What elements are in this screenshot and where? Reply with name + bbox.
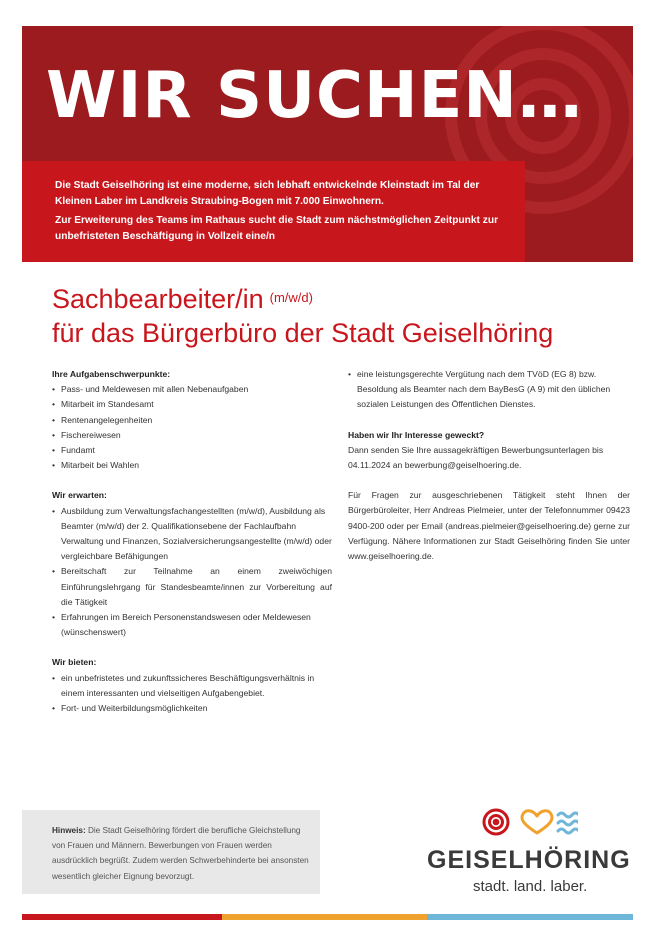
list-item: • Fundamt [52,443,332,458]
tasks-heading: Ihre Aufgabenschwerpunkte: [52,369,171,379]
tasks-list [52,382,332,473]
logo-name: GEISELHÖRING [427,846,631,874]
hint-body: Die Stadt Geiselhöring fördert die berufliche Gleichstellung von Frauen und Männern. Bewerbungen von Frauen werden ausdrücklich begrüßt. Zudem werden Schwerbehinderte bei ansonsten wesentlich gleicher Eignung bevorzugt. [52,826,309,881]
list-item: • Mitarbeit bei Wahlen [52,458,332,473]
list-item: • Fischereiwesen [52,428,332,443]
offer-heading: Wir bieten: [52,657,97,668]
job-title-gender: (m/w/d) [269,290,313,305]
footer-bar-red [22,914,222,920]
header-banner [22,26,633,262]
job-title [52,281,553,350]
list-item: • eine leistungsgerechte Vergütung nach dem TVöD (EG 8) bzw. Besoldung als Beamter nach dem BayBesG (A 9) mit den üblichen sozialen Leistungen des Öffentlichen Dienstes. [348,367,630,413]
list-item: • Erfahrungen im Bereich Personenstandswesen oder Meldewesen (wünschenswert) [52,610,332,640]
footer-color-bar [22,914,633,920]
left-column [52,367,332,731]
intro-paragraph-2: Zur Erweiterung des Teams im Rathaus sucht die Stadt zum nächstmöglichen Zeitpunkt zur unbefristeten Beschäftigung in Vollzeit eine/n [55,215,499,242]
list-item: • ein unbefristetes und zukunftssicheres Beschäftigungsverhältnis in einem interessanten und vielseitigen Aufgabengebiet. [52,671,332,701]
logo-claim: stadt. land. laber. [473,878,588,895]
hint-text [52,823,310,884]
rings-icon [484,810,508,834]
waves-icon [558,813,578,833]
footer-bar-orange [222,914,427,920]
job-title-main: Sachbearbeiter/in [52,284,264,314]
apply-text: Dann senden Sie Ihre aussagekräftigen Bewerbungsunterlagen bis 04.11.2024 an bewerbung@geiselhoering.de. [348,444,604,471]
list-item: • Mitarbeit im Standesamt [52,397,332,412]
contact-text: Für Fragen zur ausgeschriebenen Tätigkeit steht Ihnen der Bürgerbüroleiter, Herr Andreas Pielmeier, unter der Telefonnummer 09423 9400-200 oder per Email (andreas.pielmeier@geiselhoering.de) gerne zur Verfügung. Nähere Informationen zur Stadt Geiselhöring finden Sie unter www.geiselhoering.de. [348,490,630,562]
intro-box [22,161,525,262]
list-item: • Rentenangelegenheiten [52,413,332,428]
job-title-subtitle: für das Bürgerbüro der Stadt Geiselhöring [52,318,554,348]
city-logo [427,806,637,901]
offer-list [52,671,332,717]
hint-box [22,810,320,894]
expect-list [52,504,332,641]
footer-bar-blue [427,914,633,920]
headline: WIR SUCHEN… [46,59,583,133]
intro-paragraph-1: Die Stadt Geiselhöring ist eine moderne, sich lebhaft entwickelnde Kleinstadt im Tal der Kleinen Laber im Landkreis Straubing-Bogen mit 7.000 Einwohnern. [55,180,480,207]
expect-heading: Wir erwarten: [52,490,107,501]
list-item: • Pass- und Meldewesen mit allen Nebenaufgaben [52,382,332,397]
heart-icon [522,811,552,833]
logo-icons [482,806,578,838]
list-item: • Ausbildung zum Verwaltungsfachangestellten (m/w/d), Ausbildung als Beamter (m/w/d) der 2. Qualifikationsebene der Fachlaufbahn Verwaltung und Finanzen, Sozialversicherungsangestellte (m/w/d) oder vergleichbare Befähigungen [52,504,332,565]
apply-heading: Haben wir Ihr Interesse geweckt? [348,429,485,440]
right-column [348,367,630,564]
list-item: • Fort- und Weiterbildungsmöglichkeiten [52,701,332,716]
list-item: • Bereitschaft zur Teilnahme an einem zweiwöchigen Einführungslehrgang für Standesbeamte/innen zur Vorbereitung auf die Tätigkeit [52,564,332,610]
offer-list-continued [348,367,630,413]
hint-label: Hinweis: [52,826,86,835]
